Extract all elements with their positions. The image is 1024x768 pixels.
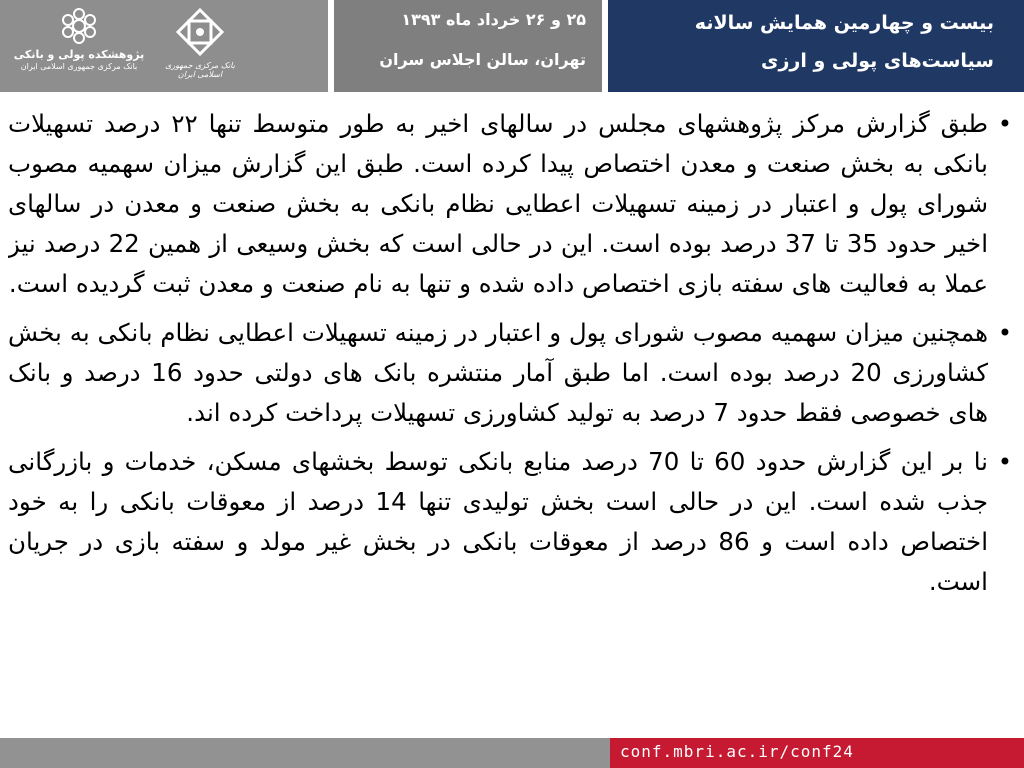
bullet-text: همچنین میزان سهمیه مصوب شورای پول و اعتبار در زمینه تسهیلات اعطایی نظام بانکی به بخش کشاورزی 20 درصد بوده است. اما طبق آمار منتشره بانک های دولتی حدود 16 درصد و بانک های خصوصی فقط حدود 7 درصد به تولید کشاورزی تسهیلات پرداخت کرده اند. (8, 318, 988, 427)
conference-title-line2: سیاست‌های پولی و ارزی (761, 50, 994, 72)
cbi-emblem-icon (174, 6, 226, 58)
bullet-icon: • (997, 319, 1012, 347)
bullet-icon: • (997, 448, 1012, 476)
bullet-paragraph-3 (8, 442, 1014, 602)
conference-title-panel (608, 0, 1024, 92)
logos-panel (0, 0, 334, 92)
bullet-paragraph-2 (8, 313, 1014, 433)
bullet-icon: • (997, 110, 1012, 138)
event-venue: تهران، سالن اجلاس سران (379, 50, 586, 69)
bullet-text: طبق گزارش مرکز پژوهشهای مجلس در سالهای اخیر به طور متوسط تنها ۲۲ درصد تسهیلات بانکی به بخش صنعت و معدن اختصاص پیدا کرده است. طبق این گزارش میزان سهمیه مصوب شورای پول و اعتبار در زمینه تسهیلات اعطایی نظام بانکی به بخش صنعت و معدن در سالهای اخیر حدود 35 تا 37 درصد بوده است. این در حالی است که بخش وسیعی از همین 22 درصد نیز عملا به فعالیت های سفته بازی اختصاص داده شده و تنها به نام صنعت و معدن ثبت گردیده است. (8, 109, 989, 298)
mbri-logo-name: پژوهشکده پولی و بانکی (13, 48, 145, 61)
slide-footer (0, 738, 1024, 768)
cbi-logo-name: بانک مرکزی جمهوری اسلامی ایران (165, 61, 235, 79)
mbri-emblem-icon (57, 6, 101, 46)
mbri-logo-subtitle: بانک مرکزی جمهوری اسلامی ایران (20, 62, 138, 71)
slide-header (0, 0, 1024, 92)
slide-body (8, 104, 1014, 768)
bullet-paragraph-1 (8, 104, 1014, 304)
event-date-panel (334, 0, 608, 92)
mbri-logo (8, 6, 150, 71)
bullet-text: نا بر این گزارش حدود 60 تا 70 درصد منابع بانکی توسط بخشهای مسکن، خدمات و بازرگانی جذب شده است. این در حالی است بخش تولیدی تنها 14 درصد از معوقات بانکی را به خود اختصاص داده است و 86 درصد از معوقات بانکی در بخش غیر مولد و سفته بازی در جریان است. (8, 447, 988, 596)
conference-title-line1: بیست و چهارمین همایش سالانه (694, 12, 994, 34)
footer-grey-band (0, 738, 610, 768)
event-date: ۲۵ و ۲۶ خرداد ماه ۱۳۹۳ (401, 10, 586, 29)
cbi-logo (152, 6, 248, 79)
conference-url-link[interactable]: conf.mbri.ac.ir/conf24 (620, 742, 854, 761)
